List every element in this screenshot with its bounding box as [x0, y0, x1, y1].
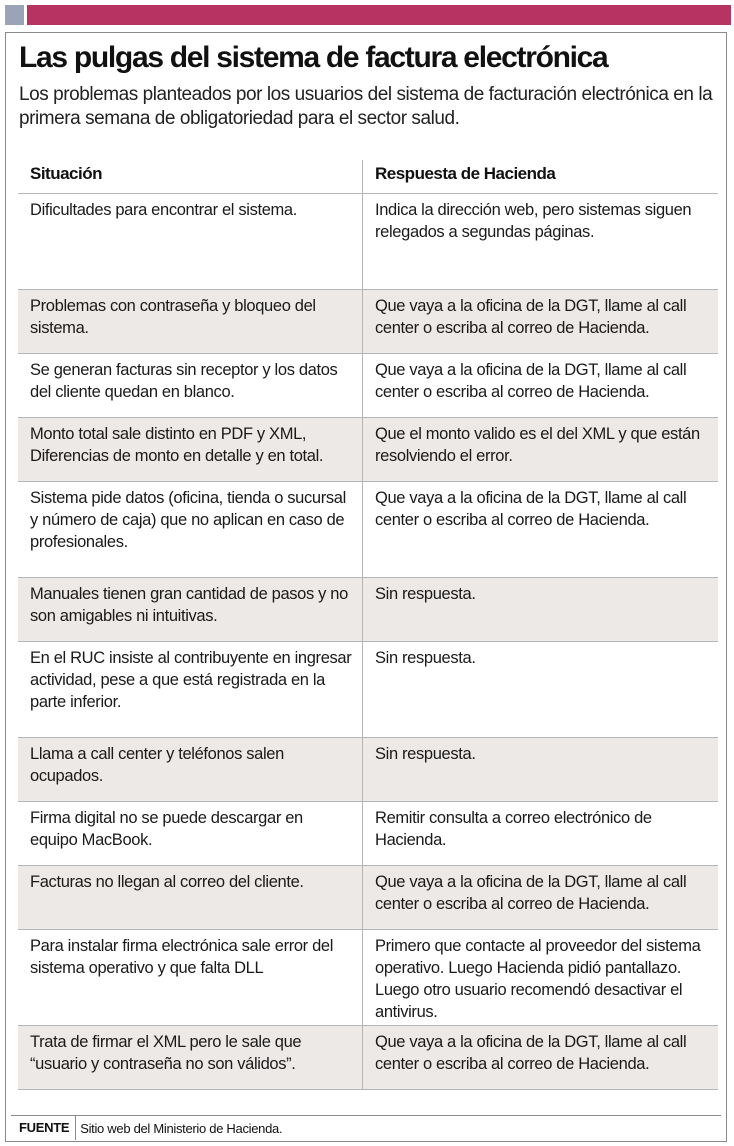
source-footer	[11, 1115, 721, 1140]
top-band	[27, 5, 731, 25]
table-row	[18, 642, 718, 738]
page-subtitle: Los problemas planteados por los usuarios del sistema de facturación electrónica en la primera semana de obligatoriedad para el sector salud.	[19, 84, 713, 129]
source-label: FUENTE	[11, 1116, 76, 1140]
cell-situacion: Facturas no llegan al correo del cliente.	[18, 866, 363, 929]
cell-respuesta: Que vaya a la oficina de la DGT, llame al call center o escriba al correo de Hacienda.	[375, 361, 687, 401]
table-row	[18, 866, 718, 930]
cell-respuesta: Sin respuesta.	[375, 649, 476, 667]
cell-situacion: Se generan facturas sin receptor y los datos del cliente quedan en blanco.	[18, 354, 363, 417]
header-situacion: Situación	[18, 160, 363, 193]
issues-table	[18, 160, 718, 1090]
table-row	[18, 738, 718, 802]
table-header	[18, 160, 718, 194]
cell-situacion: Trata de firmar el XML pero le sale que “usuario y contraseña no son válidos”.	[18, 1026, 363, 1089]
header-respuesta: Respuesta de Hacienda	[375, 164, 556, 183]
table-row	[18, 578, 718, 642]
source-text: Sitio web del Ministerio de Hacienda.	[80, 1120, 283, 1136]
table-row	[18, 354, 718, 418]
table-row	[18, 418, 718, 482]
cell-situacion: Manuales tienen gran cantidad de pasos y no son amigables ni intuitivas.	[18, 578, 363, 641]
cell-situacion: Monto total sale distinto en PDF y XML, Diferencias de monto en detalle y en total.	[18, 418, 363, 481]
cell-situacion: Dificultades para encontrar el sistema.	[18, 194, 363, 289]
infographic-frame	[5, 32, 727, 1142]
top-square	[5, 5, 24, 25]
cell-respuesta: Que el monto valido es el del XML y que están resolviendo el error.	[375, 425, 700, 465]
cell-situacion: Problemas con contraseña y bloqueo del sistema.	[18, 290, 363, 353]
cell-situacion: Firma digital no se puede descargar en equipo MacBook.	[18, 802, 363, 865]
table-row	[18, 930, 718, 1026]
top-color-bar	[0, 0, 734, 30]
cell-situacion: Para instalar firma electrónica sale error del sistema operativo y que falta DLL	[18, 930, 363, 1025]
cell-respuesta: Que vaya a la oficina de la DGT, llame al call center o escriba al correo de Hacienda.	[375, 873, 687, 913]
table-row	[18, 1026, 718, 1090]
cell-respuesta: Sin respuesta.	[375, 745, 476, 763]
table-row	[18, 290, 718, 354]
cell-respuesta: Indica la dirección web, pero sistemas siguen relegados a segundas páginas.	[375, 201, 692, 241]
cell-respuesta: Que vaya a la oficina de la DGT, llame al call center o escriba al correo de Hacienda.	[375, 489, 687, 529]
table-row	[18, 194, 718, 290]
cell-situacion: Llama a call center y teléfonos salen ocupados.	[18, 738, 363, 801]
cell-respuesta: Sin respuesta.	[375, 585, 476, 603]
cell-situacion: Sistema pide datos (oficina, tienda o sucursal y número de caja) que no aplican en caso de profesionales.	[18, 482, 363, 577]
table-row	[18, 802, 718, 866]
cell-respuesta: Primero que contacte al proveedor del sistema operativo. Luego Hacienda pidió pantallazo. Luego otro usuario recomendó desactivar el antivirus.	[375, 937, 701, 1021]
cell-respuesta: Que vaya a la oficina de la DGT, llame al call center o escriba al correo de Hacienda.	[375, 1033, 687, 1073]
cell-situacion: En el RUC insiste al contribuyente en ingresar actividad, pese a que está registrada en la parte inferior.	[18, 642, 363, 737]
cell-respuesta: Que vaya a la oficina de la DGT, llame al call center o escriba al correo de Hacienda.	[375, 297, 687, 337]
cell-respuesta: Remitir consulta a correo electrónico de Hacienda.	[375, 809, 652, 849]
table-row	[18, 482, 718, 578]
page-title: Las pulgas del sistema de factura electrónica	[19, 41, 608, 74]
